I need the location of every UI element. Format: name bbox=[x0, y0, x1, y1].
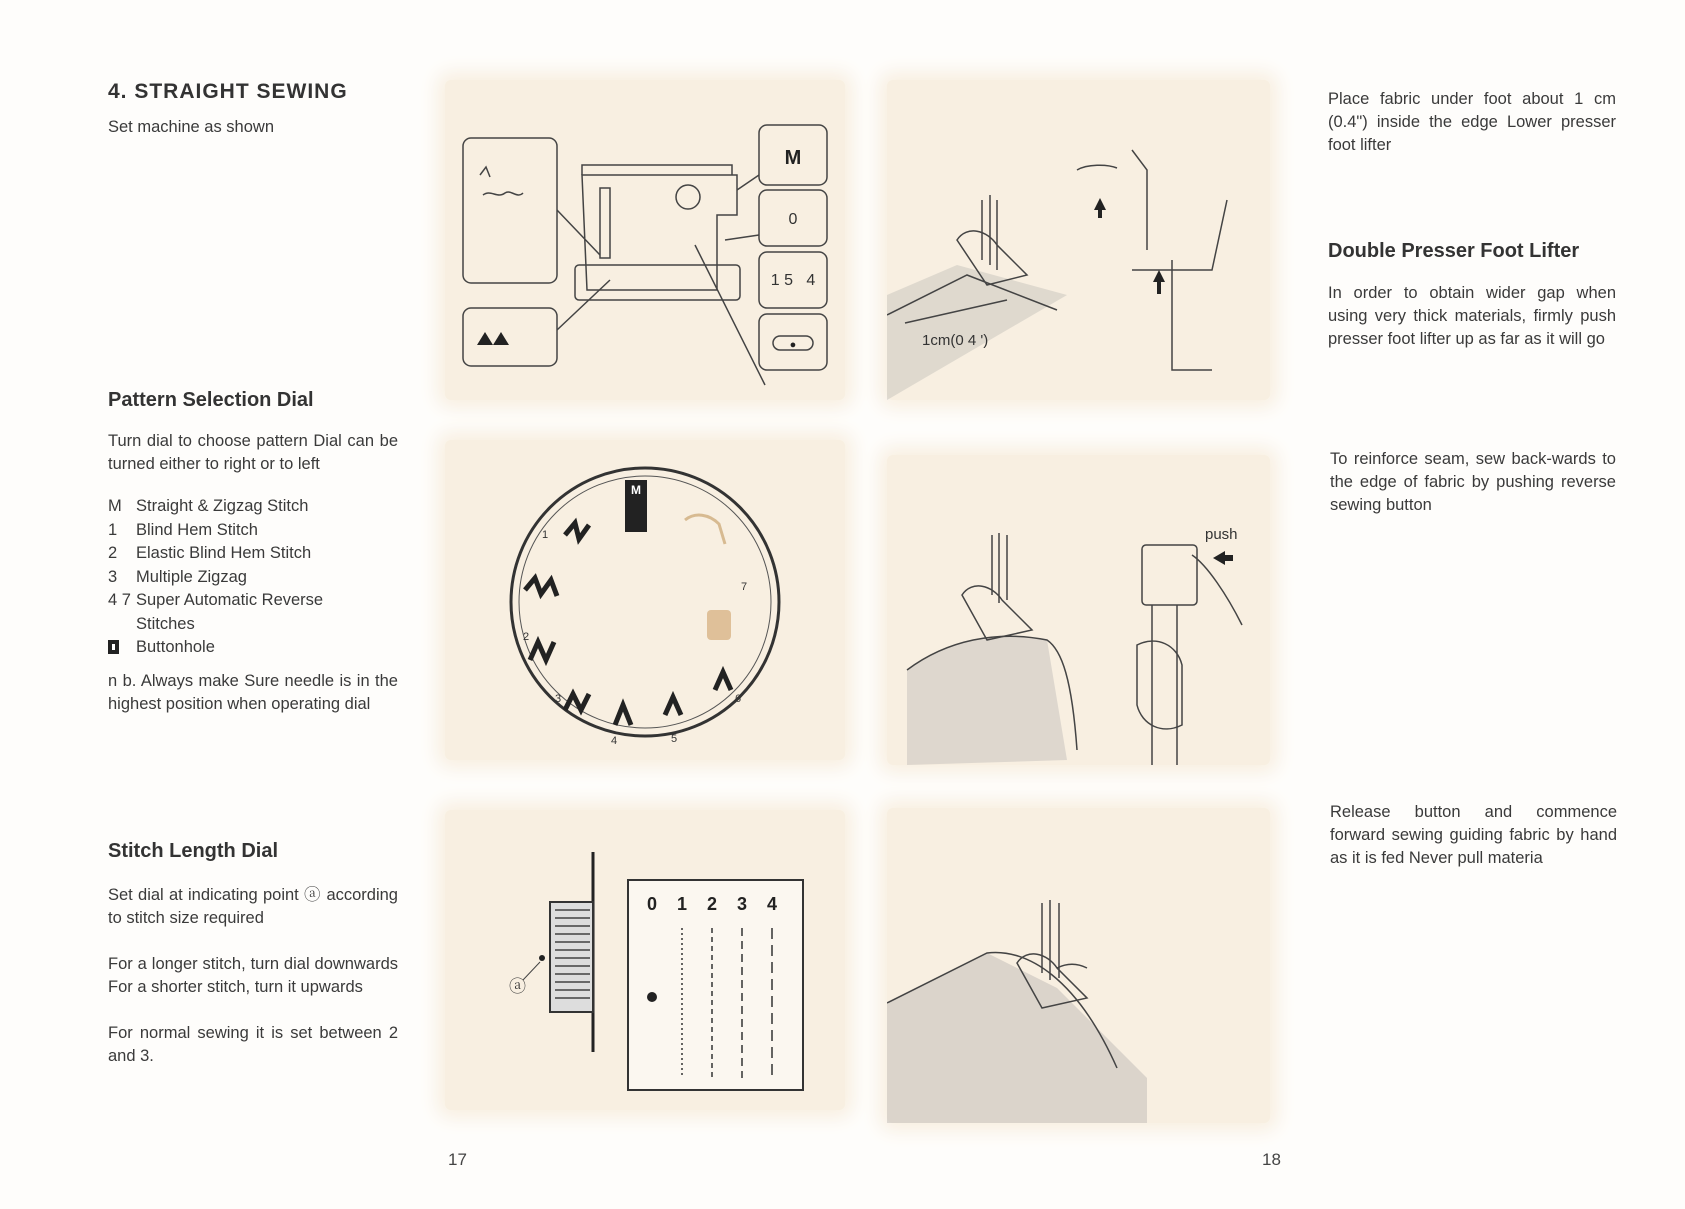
page-number-right: 18 bbox=[1262, 1150, 1281, 1169]
forward-sewing-figure bbox=[887, 808, 1270, 1123]
feed-inset-box bbox=[463, 308, 557, 366]
callout-buttonhole-label: ● bbox=[789, 339, 797, 351]
section-subtitle: Set machine as shown bbox=[108, 118, 275, 136]
pattern-list bbox=[108, 495, 398, 660]
forward-sewing-illustration bbox=[887, 808, 1270, 1123]
machine-illustration bbox=[445, 80, 845, 400]
indicating-point bbox=[539, 955, 545, 961]
pattern-dial-note: n b. Always make Sure needle is in the highest position when operating dial bbox=[108, 671, 398, 713]
callout-width-label: 0 bbox=[788, 211, 798, 228]
callout-pattern-label: M bbox=[784, 147, 802, 169]
pattern-dial-intro: Turn dial to choose pattern Dial can be turned either to right or to left bbox=[108, 432, 398, 473]
double-lifter-heading: Double Presser Foot Lifter bbox=[1328, 240, 1580, 262]
machine-bed bbox=[575, 265, 740, 300]
stitch-icon bbox=[615, 705, 631, 725]
feed-dog-icon bbox=[477, 332, 493, 345]
reinforce-text: To reinforce seam, sew back-wards to the edge of fabric by pushing reverse sewing button bbox=[1330, 450, 1616, 514]
svg-text:1: 1 bbox=[676, 894, 688, 914]
pattern-inset-box bbox=[463, 138, 557, 283]
list-item: 4 7 Super Automatic Reverse Stitches bbox=[108, 591, 324, 633]
pattern-dial-section bbox=[108, 389, 398, 716]
svg-text:1: 1 bbox=[542, 529, 549, 541]
stitch-icon bbox=[665, 697, 681, 715]
buttonhole-marker bbox=[707, 610, 731, 640]
svg-text:2: 2 bbox=[706, 894, 718, 914]
release-section bbox=[1330, 801, 1617, 870]
pattern-dial-illustration bbox=[445, 440, 845, 760]
page-number-left: 17 bbox=[448, 1150, 467, 1169]
stitch-length-section bbox=[108, 840, 398, 1068]
svg-text:6: 6 bbox=[735, 693, 742, 705]
place-fabric-text: Place fabric under foot about 1 cm (0.4") inside the edge Lower presser foot lifter bbox=[1328, 90, 1616, 154]
reverse-sewing-illustration bbox=[887, 455, 1270, 765]
fabric-placement-illustration bbox=[887, 80, 1270, 400]
right-text-top bbox=[1328, 88, 1616, 157]
push-label: push bbox=[1205, 526, 1238, 543]
stitch-dot bbox=[647, 992, 657, 1002]
svg-text:2: 2 bbox=[523, 631, 530, 643]
svg-text:3: 3 bbox=[555, 693, 562, 705]
stitch-length-heading: Stitch Length Dial bbox=[108, 840, 278, 862]
machine-figure bbox=[445, 80, 845, 400]
svg-text:3: 3 bbox=[736, 894, 748, 914]
reinforce-section bbox=[1330, 448, 1616, 517]
stitch-length-figure bbox=[445, 810, 845, 1110]
svg-text:4: 4 bbox=[766, 894, 778, 914]
stitch-icon bbox=[715, 672, 731, 690]
svg-text:M: M bbox=[631, 483, 641, 497]
buttonhole-icon bbox=[108, 640, 119, 654]
stitch-length-p1: Set dial at indicating point ⓐ according to stitch size required bbox=[108, 886, 398, 927]
pattern-dial-figure bbox=[445, 440, 845, 760]
section-title: 4. STRAIGHT SEWING bbox=[108, 80, 348, 103]
list-item: M Straight & Zigzag Stitch bbox=[108, 497, 309, 515]
list-item: Buttonhole bbox=[108, 636, 398, 660]
point-label: ⓐ bbox=[509, 977, 526, 996]
stitch-icon bbox=[525, 578, 557, 596]
callout-length-label: 1 5 4 bbox=[770, 272, 816, 289]
stitch-length-p3: For normal sewing it is set between 2 and 3. bbox=[108, 1024, 398, 1065]
pattern-inset-sketch bbox=[480, 167, 523, 195]
left-text-column bbox=[108, 80, 398, 139]
machine-body bbox=[582, 175, 737, 290]
svg-text:0: 0 bbox=[646, 894, 658, 914]
fabric-placement-figure bbox=[887, 80, 1270, 400]
stitch-length-p2: For a longer stitch, turn dial downwards For a shorter stitch, turn it upwards bbox=[108, 955, 398, 996]
measure-label: 1cm(0 4 ') bbox=[922, 332, 989, 349]
svg-text:5: 5 bbox=[671, 733, 678, 745]
list-item: 3 Multiple Zigzag bbox=[108, 567, 247, 586]
list-item: 1 Blind Hem Stitch bbox=[108, 520, 258, 539]
double-lifter-body: In order to obtain wider gap when using very thick materials, firmly push presser foot lifter up as far as it will go bbox=[1328, 284, 1616, 348]
double-lifter-section bbox=[1328, 240, 1616, 351]
stitch-icon bbox=[565, 523, 589, 539]
svg-text:4: 4 bbox=[611, 735, 618, 747]
release-text: Release button and commence forward sewing guiding fabric by hand as it is fed Never pull materia bbox=[1330, 803, 1617, 867]
svg-text:7: 7 bbox=[741, 581, 748, 593]
reverse-sewing-figure bbox=[887, 455, 1270, 765]
pattern-dial-heading: Pattern Selection Dial bbox=[108, 389, 314, 411]
stitch-icon bbox=[530, 642, 554, 660]
stitch-length-illustration bbox=[445, 810, 845, 1110]
list-item: 2 Elastic Blind Hem Stitch bbox=[108, 544, 312, 562]
